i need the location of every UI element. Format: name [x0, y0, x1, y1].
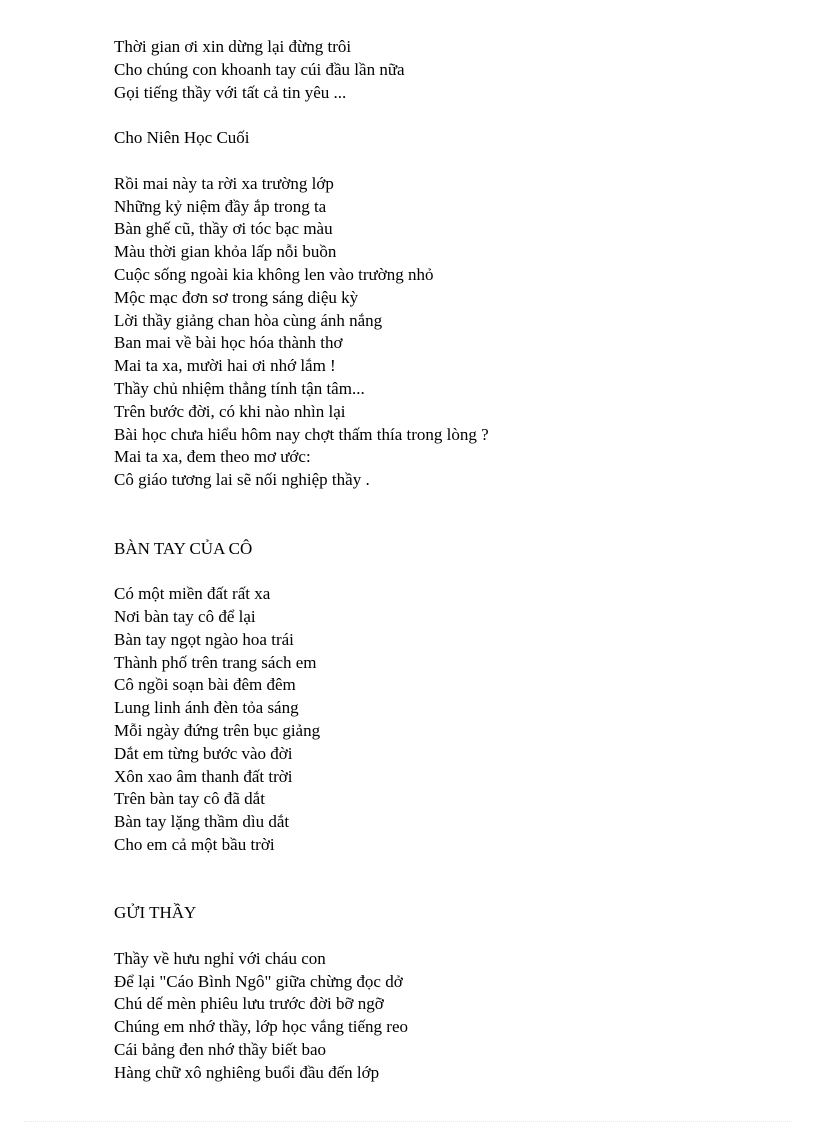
poem-line: Màu thời gian khỏa lấp nỗi buồn: [114, 242, 337, 262]
poem-line: Mỗi ngày đứng trên bục giảng: [114, 720, 321, 740]
poem-line: Lời thầy giảng chan hòa cùng ánh nắng: [114, 310, 383, 330]
poem-line: Cuộc sống ngoài kia không len vào trường nhỏ: [114, 264, 434, 284]
poem-line: Trên bước đời, có khi nào nhìn lại: [114, 401, 346, 421]
poem-line: Dắt em từng bước vào đời: [114, 743, 293, 763]
poem-line: Bàn tay lặng thầm dìu dắt: [114, 812, 290, 832]
poem-line: Chúng em nhớ thầy, lớp học vắng tiếng reo: [114, 1017, 409, 1037]
poem-line: Có một miền đất rất xa: [114, 584, 271, 604]
poem-line: Cô giáo tương lai sẽ nối nghiệp thầy .: [114, 470, 370, 490]
poem-title: GỬI THẦY: [114, 903, 197, 923]
poem-line: Những kỷ niệm đầy ắp trong ta: [114, 196, 327, 216]
blank-line: [114, 857, 764, 903]
poem-line: Bài học chưa hiểu hôm nay chợt thấm thía trong lòng ?: [114, 424, 489, 444]
poem-line: Mộc mạc đơn sơ trong sáng diệu kỳ: [114, 287, 359, 307]
blank-line: [114, 104, 764, 127]
poem-line: Để lại "Cáo Bình Ngô" giữa chừng đọc dở: [114, 971, 403, 991]
intro-line: Thời gian ơi xin dừng lại đừng trôi: [114, 37, 352, 56]
poem-line: Rồi mai này ta rời xa trường lớp: [114, 173, 334, 193]
poem-line: Ban mai về bài học hóa thành thơ: [114, 333, 343, 353]
poem-line: Trên bàn tay cô đã dắt: [114, 789, 265, 809]
poem-line: Bàn ghế cũ, thầy ơi tóc bạc màu: [114, 219, 333, 239]
poem-line: Cho em cả một bầu trời: [114, 834, 275, 854]
poem-line: Bàn tay ngọt ngào hoa trái: [114, 629, 294, 649]
poem-line: Chú dế mèn phiêu lưu trước đời bỡ ngỡ: [114, 994, 384, 1014]
blank-line: [114, 925, 764, 948]
intro-line: Gọi tiếng thầy với tất cả tin yêu ...: [114, 82, 347, 102]
document-body: [114, 36, 764, 1085]
poem-line: Cái bảng đen nhớ thầy biết bao: [114, 1040, 326, 1060]
blank-line: [114, 560, 764, 583]
poem-line: Mai ta xa, đem theo mơ ước:: [114, 447, 311, 467]
poem-line: Cô ngồi soạn bài đêm đêm: [114, 675, 296, 695]
poem-line: Hàng chữ xô nghiêng buổi đầu đến lớp: [114, 1062, 380, 1082]
poem-line: Thành phố trên trang sách em: [114, 652, 317, 672]
blank-line: [114, 492, 764, 538]
poem-line: Lung linh ánh đèn tỏa sáng: [114, 698, 299, 718]
poem-line: Nơi bàn tay cô để lại: [114, 606, 256, 626]
poem-line: Thầy chủ nhiệm thẳng tính tận tâm...: [114, 378, 365, 398]
poem-title: Cho Niên Học Cuối: [114, 128, 250, 148]
poem-title: BÀN TAY CỦA CÔ: [114, 538, 253, 558]
poem-line: Thầy về hưu nghỉ với cháu con: [114, 948, 326, 968]
intro-line: Cho chúng con khoanh tay cúi đầu lần nữa: [114, 59, 405, 79]
poem-line: Xôn xao âm thanh đất trời: [114, 766, 293, 786]
blank-line: [114, 150, 764, 173]
poem-line: Mai ta xa, mười hai ơi nhớ lắm !: [114, 356, 336, 376]
